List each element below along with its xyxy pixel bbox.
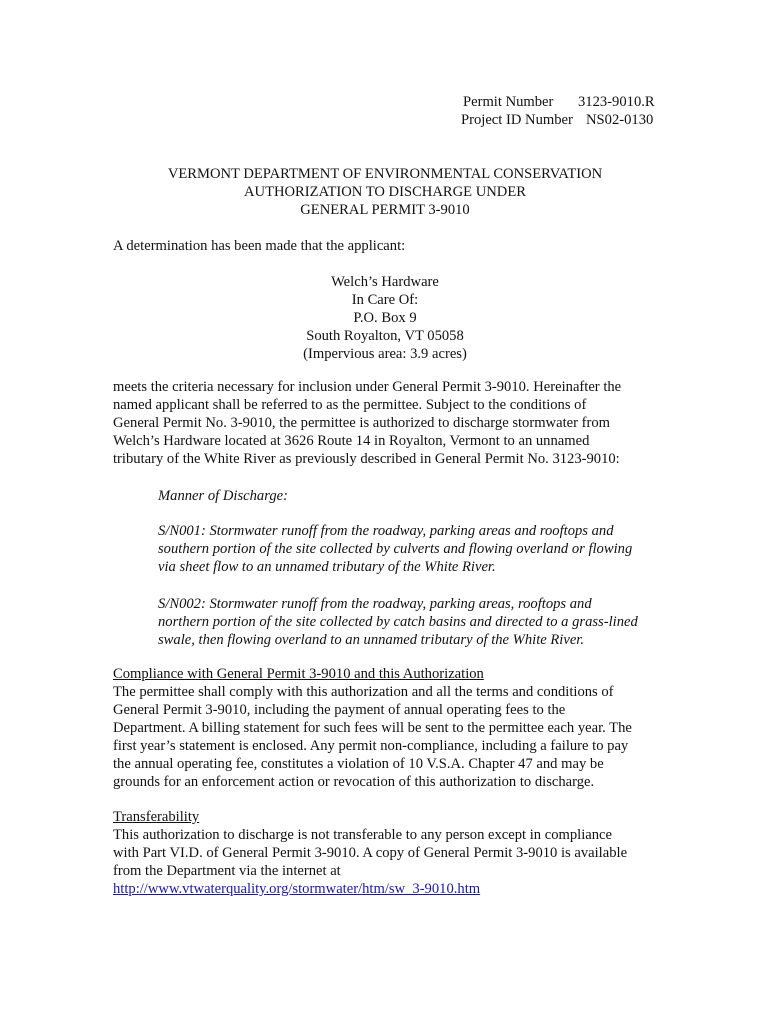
intro-text: A determination has been made that the applicant: [113, 238, 406, 254]
paragraph-line: first year’s statement is enclosed. Any permit non-compliance, including a failure to pay [113, 738, 629, 754]
project-id-value: NS02-0130 [586, 112, 654, 128]
applicant-block [0, 273, 770, 363]
title-line-3: GENERAL PERMIT 3-9010 [300, 202, 470, 218]
paragraph-line: from the Department via the internet at [113, 863, 341, 879]
paragraph-line: named applicant shall be referred to as the permittee. Subject to the conditions of [113, 397, 587, 413]
paragraph-line: S/N001: Stormwater runoff from the roadway, parking areas and rooftops and [158, 523, 614, 539]
applicant-care-of: In Care Of: [351, 292, 419, 308]
project-id-label: Project ID Number [461, 112, 573, 128]
compliance-heading: Compliance with General Permit 3-9010 and this Authorization [113, 666, 484, 682]
paragraph-line: tributary of the White River as previously described in General Permit No. 3123-9010: [113, 451, 620, 467]
paragraph-line: General Permit No. 3-9010, the permittee is authorized to discharge stormwater from [113, 415, 610, 431]
applicant-po-box: P.O. Box 9 [353, 310, 417, 326]
paragraph-line: southern portion of the site collected by culverts and flowing overland or flowing [158, 541, 633, 557]
paragraph-line: meets the criteria necessary for inclusion under General Permit 3-9010. Hereinafter the [113, 379, 622, 395]
paragraph-line: the annual operating fee, constitutes a violation of 10 V.S.A. Chapter 47 and may be [113, 756, 604, 772]
paragraph-line: swale, then flowing overland to an unnamed tributary of the White River. [158, 632, 585, 648]
permit-number-label: Permit Number [463, 94, 554, 110]
paragraph-line: via sheet flow to an unnamed tributary of the White River. [158, 559, 496, 575]
transfer-heading: Transferability [113, 809, 200, 825]
paragraph-line: S/N002: Stormwater runoff from the roadway, parking areas, rooftops and [158, 596, 592, 612]
paragraph-line: Department. A billing statement for such fees will be sent to the permittee each year. The [113, 720, 632, 736]
applicant-name: Welch’s Hardware [331, 274, 439, 290]
sn002-paragraph [158, 595, 668, 649]
discharge-heading-text: Manner of Discharge: [158, 488, 288, 504]
paragraph-line: This authorization to discharge is not transferable to any person except in compliance [113, 827, 613, 843]
paragraph-line: Welch’s Hardware located at 3626 Route 14 in Royalton, Vermont to an unnamed [113, 433, 590, 449]
permit-number-value: 3123-9010.R [578, 94, 655, 110]
paragraph-line: grounds for an enforcement action or revocation of this authorization to discharge. [113, 774, 595, 790]
title-line-1: VERMONT DEPARTMENT OF ENVIRONMENTAL CONSERVATION [167, 166, 603, 182]
paragraph-line: The permittee shall comply with this authorization and all the terms and conditions of [113, 684, 614, 700]
criteria-paragraph [113, 378, 658, 468]
applicant-city: South Royalton, VT 05058 [306, 328, 464, 344]
paragraph-line: northern portion of the site collected by catch basins and directed to a grass-lined [158, 614, 638, 630]
compliance-section [113, 665, 658, 791]
sn001-paragraph [158, 522, 668, 576]
document-title [0, 165, 770, 219]
applicant-area: (Impervious area: 3.9 acres) [303, 346, 467, 362]
discharge-heading [158, 487, 668, 505]
paragraph-line: with Part VI.D. of General Permit 3-9010. A copy of General Permit 3-9010 is available [113, 845, 628, 861]
permit-url-link[interactable]: http://www.vtwaterquality.org/stormwater/htm/sw_3-9010.htm [113, 881, 481, 897]
paragraph-line: General Permit 3-9010, including the payment of annual operating fees to the [113, 702, 566, 718]
title-line-2: AUTHORIZATION TO DISCHARGE UNDER [243, 184, 526, 200]
transfer-section [113, 808, 658, 898]
